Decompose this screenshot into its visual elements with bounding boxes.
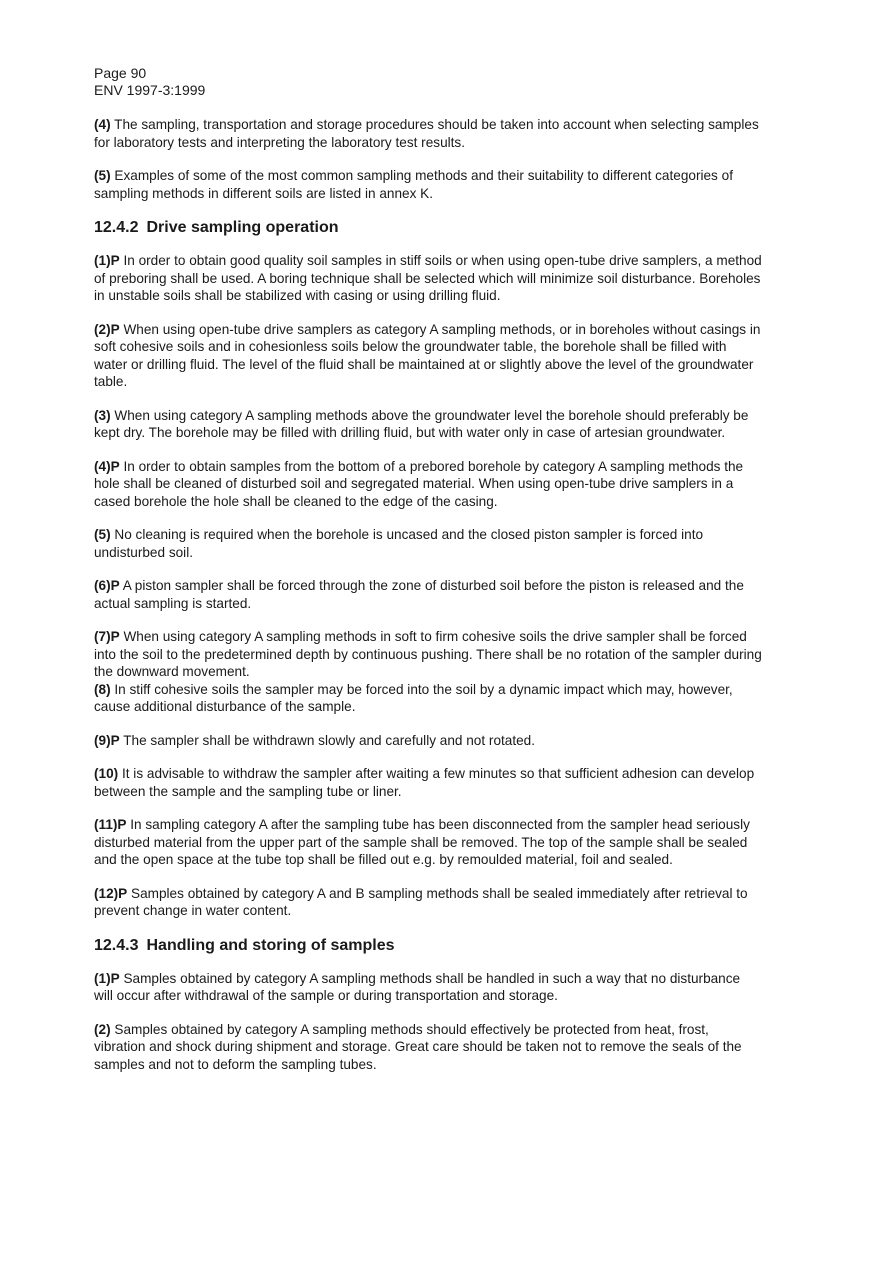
clause-number: (5) <box>94 168 111 183</box>
clause-number: (3) <box>94 407 111 423</box>
clause-text: When using open-tube drive samplers as category A sampling methods, or in boreholes without casings in soft cohesive soils and in cohesionless soils below the groundwater table, the borehole shall be filled with water or drilling fluid. The level of the fluid shall be maintained at or slightly above the level of the groundwater table. <box>94 321 761 389</box>
clause-text: The sampler shall be withdrawn slowly and carefully and not rotated. <box>119 732 536 748</box>
paragraph-drive-10 <box>94 765 762 800</box>
document-id: ENV 1997-3:1999 <box>94 82 206 98</box>
paragraph-drive-8 <box>94 681 762 716</box>
clause-number: (6)P <box>94 578 120 593</box>
paragraph-intro-4 <box>94 116 762 151</box>
clause-text: The sampling, transportation and storage procedures should be taken into account when selecting samples for laboratory tests and interpreting the laboratory test results. <box>94 117 759 150</box>
paragraph-drive-3 <box>94 407 762 442</box>
clause-number: (2) <box>94 1021 111 1037</box>
clause-text: When using category A sampling methods in soft to firm cohesive soils the drive sampler shall be forced into the soil to the predetermined depth by continuous pushing. There shall be no rotation of the sampler during the downward movement. <box>94 629 762 679</box>
clause-text: It is advisable to withdraw the sampler after waiting a few minutes so that sufficient adhesion can develop between the sample and the sampling tube or liner. <box>94 766 755 799</box>
page-number: Page 90 <box>94 65 147 81</box>
paragraph-intro-5 <box>94 167 762 202</box>
clause-text: In order to obtain good quality soil samples in stiff soils or when using open-tube drive samplers, a method of preboring shall be used. A boring technique shall be selected which will minimize soil disturbance. Boreholes in unstable soils shall be stabilized with casing or using drilling fluid. <box>94 253 762 303</box>
clause-text: In sampling category A after the sampling tube has been disconnected from the sampler head seriously disturbed material from the upper part of the sample shall be removed. The top of the sample shall be sealed and the open space at the tube top shall be filled out e.g. by remoulded material, foil and sealed. <box>94 817 750 867</box>
section-number: 12.4.2 <box>94 219 139 236</box>
section-title: Drive sampling operation <box>146 219 339 236</box>
clause-number: (7)P <box>94 629 120 644</box>
paragraph-drive-2p <box>94 321 762 391</box>
paragraph-drive-6p <box>94 577 762 612</box>
clause-number: (8) <box>94 681 111 697</box>
paragraph-drive-12p <box>94 885 762 920</box>
clause-text: No cleaning is required when the borehole is uncased and the closed piston sampler is forced into undisturbed soil. <box>94 527 704 560</box>
paragraph-drive-7p <box>94 628 762 681</box>
page-content <box>94 116 762 1089</box>
paragraph-drive-1p <box>94 252 762 305</box>
clause-number: (1)P <box>94 253 120 268</box>
paragraph-handling-1p <box>94 970 762 1005</box>
clause-text: Samples obtained by category A sampling methods should effectively be protected from heat, frost, vibration and shock during shipment and storage. Great care should be taken not to remove the seals of the samples and not to deform the sampling tubes. <box>94 1021 742 1072</box>
section-heading-handling-storing <box>94 936 762 956</box>
section-heading-drive-sampling <box>94 218 762 238</box>
clause-number: (1)P <box>94 970 120 986</box>
paragraph-drive-4p <box>94 458 762 511</box>
clause-number: (11)P <box>94 817 127 832</box>
clause-text: Examples of some of the most common sampling methods and their suitability to different categories of sampling methods in different soils are listed in annex K. <box>94 168 733 201</box>
clause-text: Samples obtained by category A sampling methods shall be handled in such a way that no disturbance will occur after withdrawal of the sample or during transportation and storage. <box>94 970 741 1003</box>
paragraph-drive-5 <box>94 526 762 561</box>
paragraph-drive-11p <box>94 816 762 869</box>
clause-number: (4)P <box>94 458 120 474</box>
clause-text: When using category A sampling methods above the groundwater level the borehole should preferably be kept dry. The borehole may be filled with drilling fluid, but with water only in case of artesian groundwater. <box>94 407 749 440</box>
paragraph-drive-9p <box>94 732 762 750</box>
paragraph-handling-2 <box>94 1021 762 1074</box>
clause-text: A piston sampler shall be forced through the zone of disturbed soil before the piston is released and the actual sampling is started. <box>94 578 744 611</box>
clause-number: (2)P <box>94 321 120 337</box>
page-header <box>94 65 205 99</box>
clause-number: (4) <box>94 117 111 132</box>
clause-number: (9)P <box>94 732 120 748</box>
clause-text: In order to obtain samples from the bottom of a prebored borehole by category A sampling methods the hole shall be cleaned of disturbed soil and segregated material. When using open-tube drive samplers in a cased borehole the hole shall be cleaned to the edge of the casing. <box>94 458 744 509</box>
clause-text: In stiff cohesive soils the sampler may be forced into the soil by a dynamic impact which may, however, cause additional disturbance of the sample. <box>94 681 733 714</box>
clause-number: (12)P <box>94 885 128 901</box>
clause-text: Samples obtained by category A and B sampling methods shall be sealed immediately after retrieval to prevent change in water content. <box>94 885 748 918</box>
clause-number: (10) <box>94 766 119 781</box>
clause-number: (5) <box>94 527 111 542</box>
section-title: Handling and storing of samples <box>146 936 395 954</box>
section-number: 12.4.3 <box>94 936 139 954</box>
